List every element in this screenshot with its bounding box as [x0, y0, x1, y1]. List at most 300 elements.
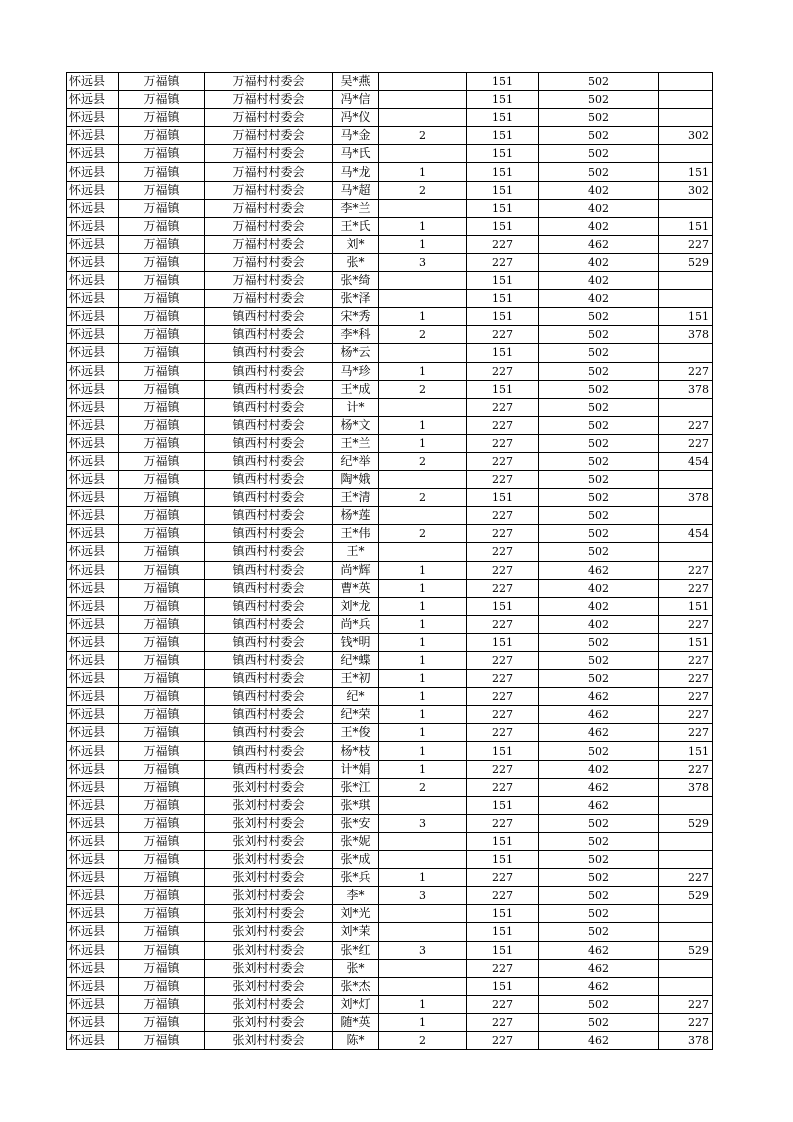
- household-count-cell: [379, 344, 467, 362]
- standard-b-cell: 462: [539, 977, 659, 995]
- standard-b-cell: 502: [539, 507, 659, 525]
- subsidy-amount-cell: [659, 507, 713, 525]
- name-cell: 王*兰: [333, 434, 379, 452]
- town-cell: 万福镇: [119, 163, 205, 181]
- standard-b-cell: 502: [539, 923, 659, 941]
- table-row: [67, 398, 713, 416]
- town-cell: 万福镇: [119, 851, 205, 869]
- standard-a-cell: 151: [467, 73, 539, 91]
- table-row: [67, 235, 713, 253]
- standard-a-cell: 227: [467, 434, 539, 452]
- county-cell: 怀远县: [67, 199, 119, 217]
- town-cell: 万福镇: [119, 1013, 205, 1031]
- county-cell: 怀远县: [67, 471, 119, 489]
- standard-a-cell: 151: [467, 923, 539, 941]
- name-cell: 张*江: [333, 778, 379, 796]
- household-count-cell: 1: [379, 416, 467, 434]
- town-cell: 万福镇: [119, 272, 205, 290]
- table-row: [67, 633, 713, 651]
- standard-a-cell: 151: [467, 489, 539, 507]
- subsidy-amount-cell: [659, 923, 713, 941]
- name-cell: 尚*兵: [333, 615, 379, 633]
- name-cell: 尚*辉: [333, 561, 379, 579]
- village-committee-cell: 张刘村村委会: [205, 832, 333, 850]
- village-committee-cell: 万福村村委会: [205, 145, 333, 163]
- village-committee-cell: 镇西村村委会: [205, 670, 333, 688]
- standard-a-cell: 151: [467, 272, 539, 290]
- subsidy-amount-cell: 227: [659, 579, 713, 597]
- name-cell: 杨*莲: [333, 507, 379, 525]
- subsidy-amount-cell: 302: [659, 181, 713, 199]
- subsidy-amount-cell: 227: [659, 1013, 713, 1031]
- town-cell: 万福镇: [119, 235, 205, 253]
- standard-b-cell: 502: [539, 471, 659, 489]
- household-count-cell: 2: [379, 127, 467, 145]
- table-row: [67, 163, 713, 181]
- subsidy-amount-cell: 227: [659, 652, 713, 670]
- table-row: [67, 452, 713, 470]
- household-count-cell: 1: [379, 434, 467, 452]
- household-count-cell: 2: [379, 380, 467, 398]
- subsidy-amount-cell: [659, 905, 713, 923]
- town-cell: 万福镇: [119, 91, 205, 109]
- name-cell: 刘*龙: [333, 597, 379, 615]
- standard-a-cell: 151: [467, 380, 539, 398]
- name-cell: 计*娟: [333, 760, 379, 778]
- standard-a-cell: 227: [467, 398, 539, 416]
- table-row: [67, 597, 713, 615]
- table-row: [67, 380, 713, 398]
- standard-a-cell: 227: [467, 959, 539, 977]
- subsidy-amount-cell: [659, 344, 713, 362]
- village-committee-cell: 镇西村村委会: [205, 597, 333, 615]
- village-committee-cell: 万福村村委会: [205, 91, 333, 109]
- village-committee-cell: 镇西村村委会: [205, 525, 333, 543]
- name-cell: 张*泽: [333, 290, 379, 308]
- household-count-cell: [379, 272, 467, 290]
- county-cell: 怀远县: [67, 452, 119, 470]
- standard-b-cell: 502: [539, 109, 659, 127]
- village-committee-cell: 张刘村村委会: [205, 923, 333, 941]
- village-committee-cell: 镇西村村委会: [205, 706, 333, 724]
- household-count-cell: 1: [379, 706, 467, 724]
- standard-b-cell: 462: [539, 561, 659, 579]
- standard-a-cell: 151: [467, 344, 539, 362]
- county-cell: 怀远县: [67, 507, 119, 525]
- standard-b-cell: 462: [539, 235, 659, 253]
- household-count-cell: 3: [379, 253, 467, 271]
- household-count-cell: [379, 145, 467, 163]
- standard-a-cell: 151: [467, 851, 539, 869]
- name-cell: 王*清: [333, 489, 379, 507]
- county-cell: 怀远县: [67, 742, 119, 760]
- town-cell: 万福镇: [119, 760, 205, 778]
- village-committee-cell: 万福村村委会: [205, 290, 333, 308]
- standard-a-cell: 227: [467, 814, 539, 832]
- table-row: [67, 253, 713, 271]
- village-committee-cell: 万福村村委会: [205, 163, 333, 181]
- village-committee-cell: 镇西村村委会: [205, 724, 333, 742]
- table-row: [67, 760, 713, 778]
- subsidy-amount-cell: [659, 543, 713, 561]
- county-cell: 怀远县: [67, 73, 119, 91]
- household-count-cell: 3: [379, 887, 467, 905]
- county-cell: 怀远县: [67, 489, 119, 507]
- subsidy-amount-cell: 227: [659, 561, 713, 579]
- village-committee-cell: 万福村村委会: [205, 199, 333, 217]
- village-committee-cell: 万福村村委会: [205, 181, 333, 199]
- standard-a-cell: 151: [467, 145, 539, 163]
- standard-a-cell: 227: [467, 869, 539, 887]
- town-cell: 万福镇: [119, 362, 205, 380]
- name-cell: 刘*: [333, 235, 379, 253]
- town-cell: 万福镇: [119, 181, 205, 199]
- standard-b-cell: 462: [539, 796, 659, 814]
- county-cell: 怀远县: [67, 561, 119, 579]
- household-count-cell: [379, 923, 467, 941]
- household-count-cell: 1: [379, 688, 467, 706]
- standard-b-cell: 402: [539, 253, 659, 271]
- table-row: [67, 977, 713, 995]
- name-cell: 刘*光: [333, 905, 379, 923]
- town-cell: 万福镇: [119, 543, 205, 561]
- county-cell: 怀远县: [67, 362, 119, 380]
- town-cell: 万福镇: [119, 959, 205, 977]
- subsidy-amount-cell: 227: [659, 869, 713, 887]
- table-row: [67, 959, 713, 977]
- table-row: [67, 778, 713, 796]
- name-cell: 纪*举: [333, 452, 379, 470]
- name-cell: 吴*燕: [333, 73, 379, 91]
- household-count-cell: 1: [379, 724, 467, 742]
- town-cell: 万福镇: [119, 199, 205, 217]
- village-committee-cell: 张刘村村委会: [205, 851, 333, 869]
- household-count-cell: 1: [379, 163, 467, 181]
- standard-b-cell: 402: [539, 217, 659, 235]
- town-cell: 万福镇: [119, 778, 205, 796]
- standard-a-cell: 227: [467, 561, 539, 579]
- county-cell: 怀远县: [67, 235, 119, 253]
- standard-a-cell: 151: [467, 742, 539, 760]
- standard-a-cell: 151: [467, 832, 539, 850]
- standard-a-cell: 227: [467, 507, 539, 525]
- town-cell: 万福镇: [119, 706, 205, 724]
- table-row: [67, 941, 713, 959]
- standard-a-cell: 151: [467, 290, 539, 308]
- standard-a-cell: 227: [467, 1031, 539, 1049]
- village-committee-cell: 镇西村村委会: [205, 760, 333, 778]
- household-count-cell: [379, 471, 467, 489]
- standard-b-cell: 502: [539, 887, 659, 905]
- village-committee-cell: 镇西村村委会: [205, 344, 333, 362]
- standard-a-cell: 227: [467, 253, 539, 271]
- subsidy-amount-cell: 378: [659, 1031, 713, 1049]
- table-row: [67, 344, 713, 362]
- table-row: [67, 652, 713, 670]
- county-cell: 怀远县: [67, 832, 119, 850]
- standard-a-cell: 151: [467, 597, 539, 615]
- household-count-cell: [379, 73, 467, 91]
- town-cell: 万福镇: [119, 326, 205, 344]
- standard-b-cell: 402: [539, 579, 659, 597]
- county-cell: 怀远县: [67, 380, 119, 398]
- table-row: [67, 724, 713, 742]
- name-cell: 钱*明: [333, 633, 379, 651]
- table-row: [67, 543, 713, 561]
- subsidy-amount-cell: [659, 851, 713, 869]
- subsidy-amount-cell: 378: [659, 778, 713, 796]
- subsidy-amount-cell: 227: [659, 724, 713, 742]
- table-row: [67, 272, 713, 290]
- subsidy-amount-cell: 454: [659, 452, 713, 470]
- village-committee-cell: 张刘村村委会: [205, 905, 333, 923]
- county-cell: 怀远县: [67, 597, 119, 615]
- county-cell: 怀远县: [67, 977, 119, 995]
- county-cell: 怀远县: [67, 145, 119, 163]
- subsidy-amount-cell: 227: [659, 688, 713, 706]
- household-count-cell: [379, 832, 467, 850]
- standard-b-cell: 402: [539, 181, 659, 199]
- name-cell: 冯*仪: [333, 109, 379, 127]
- subsidy-amount-cell: 227: [659, 995, 713, 1013]
- county-cell: 怀远县: [67, 706, 119, 724]
- village-committee-cell: 张刘村村委会: [205, 1031, 333, 1049]
- county-cell: 怀远县: [67, 398, 119, 416]
- village-committee-cell: 镇西村村委会: [205, 434, 333, 452]
- county-cell: 怀远县: [67, 869, 119, 887]
- subsidy-amount-cell: 529: [659, 253, 713, 271]
- subsidy-amount-cell: 454: [659, 525, 713, 543]
- town-cell: 万福镇: [119, 127, 205, 145]
- county-cell: 怀远县: [67, 91, 119, 109]
- name-cell: 马*超: [333, 181, 379, 199]
- household-count-cell: [379, 796, 467, 814]
- village-committee-cell: 万福村村委会: [205, 272, 333, 290]
- subsidy-amount-cell: 227: [659, 670, 713, 688]
- standard-a-cell: 227: [467, 995, 539, 1013]
- village-committee-cell: 镇西村村委会: [205, 561, 333, 579]
- standard-a-cell: 151: [467, 199, 539, 217]
- table-row: [67, 1031, 713, 1049]
- county-cell: 怀远县: [67, 905, 119, 923]
- name-cell: 马*珍: [333, 362, 379, 380]
- table-row: [67, 91, 713, 109]
- county-cell: 怀远县: [67, 344, 119, 362]
- standard-a-cell: 151: [467, 796, 539, 814]
- subsidy-amount-cell: 302: [659, 127, 713, 145]
- county-cell: 怀远县: [67, 109, 119, 127]
- town-cell: 万福镇: [119, 344, 205, 362]
- name-cell: 计*: [333, 398, 379, 416]
- village-committee-cell: 镇西村村委会: [205, 416, 333, 434]
- standard-b-cell: 402: [539, 597, 659, 615]
- standard-a-cell: 227: [467, 724, 539, 742]
- standard-a-cell: 227: [467, 543, 539, 561]
- standard-b-cell: 502: [539, 163, 659, 181]
- standard-b-cell: 502: [539, 452, 659, 470]
- county-cell: 怀远县: [67, 308, 119, 326]
- town-cell: 万福镇: [119, 398, 205, 416]
- household-count-cell: [379, 109, 467, 127]
- standard-b-cell: 462: [539, 688, 659, 706]
- county-cell: 怀远县: [67, 724, 119, 742]
- standard-b-cell: 462: [539, 778, 659, 796]
- table-row: [67, 579, 713, 597]
- county-cell: 怀远县: [67, 416, 119, 434]
- standard-a-cell: 151: [467, 977, 539, 995]
- county-cell: 怀远县: [67, 1013, 119, 1031]
- standard-a-cell: 151: [467, 109, 539, 127]
- standard-b-cell: 502: [539, 652, 659, 670]
- data-table: [66, 72, 713, 1050]
- name-cell: 曹*英: [333, 579, 379, 597]
- standard-a-cell: 151: [467, 905, 539, 923]
- village-committee-cell: 张刘村村委会: [205, 814, 333, 832]
- name-cell: 马*氏: [333, 145, 379, 163]
- name-cell: 王*初: [333, 670, 379, 688]
- standard-b-cell: 502: [539, 434, 659, 452]
- subsidy-amount-cell: [659, 91, 713, 109]
- county-cell: 怀远县: [67, 434, 119, 452]
- standard-b-cell: 502: [539, 326, 659, 344]
- standard-b-cell: 502: [539, 489, 659, 507]
- subsidy-amount-cell: [659, 796, 713, 814]
- town-cell: 万福镇: [119, 905, 205, 923]
- table-row: [67, 416, 713, 434]
- village-committee-cell: 张刘村村委会: [205, 977, 333, 995]
- name-cell: 张*琪: [333, 796, 379, 814]
- standard-a-cell: 227: [467, 615, 539, 633]
- subsidy-amount-cell: 529: [659, 887, 713, 905]
- standard-b-cell: 502: [539, 398, 659, 416]
- name-cell: 王*俊: [333, 724, 379, 742]
- household-count-cell: [379, 290, 467, 308]
- town-cell: 万福镇: [119, 977, 205, 995]
- table-row: [67, 217, 713, 235]
- standard-a-cell: 151: [467, 633, 539, 651]
- town-cell: 万福镇: [119, 434, 205, 452]
- standard-b-cell: 502: [539, 73, 659, 91]
- village-committee-cell: 镇西村村委会: [205, 507, 333, 525]
- county-cell: 怀远县: [67, 670, 119, 688]
- name-cell: 杨*枝: [333, 742, 379, 760]
- village-committee-cell: 万福村村委会: [205, 253, 333, 271]
- name-cell: 李*科: [333, 326, 379, 344]
- village-committee-cell: 镇西村村委会: [205, 326, 333, 344]
- standard-a-cell: 227: [467, 688, 539, 706]
- standard-b-cell: 502: [539, 362, 659, 380]
- subsidy-amount-cell: 378: [659, 326, 713, 344]
- name-cell: 王*氏: [333, 217, 379, 235]
- table-row: [67, 706, 713, 724]
- village-committee-cell: 镇西村村委会: [205, 579, 333, 597]
- household-count-cell: [379, 905, 467, 923]
- town-cell: 万福镇: [119, 290, 205, 308]
- standard-b-cell: 502: [539, 127, 659, 145]
- standard-b-cell: 462: [539, 1031, 659, 1049]
- county-cell: 怀远县: [67, 615, 119, 633]
- table-row: [67, 471, 713, 489]
- table-row: [67, 308, 713, 326]
- name-cell: 刘*灯: [333, 995, 379, 1013]
- subsidy-amount-cell: [659, 977, 713, 995]
- standard-a-cell: 151: [467, 308, 539, 326]
- table-row: [67, 742, 713, 760]
- town-cell: 万福镇: [119, 253, 205, 271]
- county-cell: 怀远县: [67, 543, 119, 561]
- household-count-cell: 1: [379, 742, 467, 760]
- standard-b-cell: 462: [539, 706, 659, 724]
- county-cell: 怀远县: [67, 778, 119, 796]
- table-body: [67, 73, 713, 1050]
- name-cell: 张*红: [333, 941, 379, 959]
- household-count-cell: 1: [379, 760, 467, 778]
- subsidy-amount-cell: [659, 471, 713, 489]
- name-cell: 冯*信: [333, 91, 379, 109]
- standard-b-cell: 462: [539, 724, 659, 742]
- household-count-cell: 2: [379, 525, 467, 543]
- name-cell: 陈*: [333, 1031, 379, 1049]
- table-row: [67, 109, 713, 127]
- county-cell: 怀远县: [67, 127, 119, 145]
- town-cell: 万福镇: [119, 688, 205, 706]
- household-count-cell: 2: [379, 1031, 467, 1049]
- standard-b-cell: 502: [539, 814, 659, 832]
- county-cell: 怀远县: [67, 272, 119, 290]
- standard-a-cell: 151: [467, 91, 539, 109]
- name-cell: 杨*云: [333, 344, 379, 362]
- town-cell: 万福镇: [119, 217, 205, 235]
- village-committee-cell: 张刘村村委会: [205, 869, 333, 887]
- standard-b-cell: 502: [539, 832, 659, 850]
- standard-b-cell: 502: [539, 308, 659, 326]
- table-row: [67, 905, 713, 923]
- name-cell: 随*英: [333, 1013, 379, 1031]
- table-row: [67, 796, 713, 814]
- standard-b-cell: 502: [539, 525, 659, 543]
- household-count-cell: 1: [379, 597, 467, 615]
- standard-a-cell: 151: [467, 217, 539, 235]
- village-committee-cell: 镇西村村委会: [205, 380, 333, 398]
- village-committee-cell: 镇西村村委会: [205, 452, 333, 470]
- standard-a-cell: 227: [467, 670, 539, 688]
- county-cell: 怀远县: [67, 887, 119, 905]
- standard-a-cell: 227: [467, 579, 539, 597]
- table-row: [67, 688, 713, 706]
- town-cell: 万福镇: [119, 1031, 205, 1049]
- standard-b-cell: 502: [539, 869, 659, 887]
- household-count-cell: [379, 851, 467, 869]
- household-count-cell: 1: [379, 561, 467, 579]
- town-cell: 万福镇: [119, 416, 205, 434]
- table-row: [67, 869, 713, 887]
- county-cell: 怀远县: [67, 163, 119, 181]
- name-cell: 张*安: [333, 814, 379, 832]
- subsidy-amount-cell: [659, 73, 713, 91]
- standard-a-cell: 227: [467, 760, 539, 778]
- name-cell: 李*兰: [333, 199, 379, 217]
- town-cell: 万福镇: [119, 887, 205, 905]
- subsidy-amount-cell: 227: [659, 615, 713, 633]
- table-row: [67, 995, 713, 1013]
- standard-a-cell: 151: [467, 941, 539, 959]
- village-committee-cell: 张刘村村委会: [205, 796, 333, 814]
- household-count-cell: 1: [379, 633, 467, 651]
- village-committee-cell: 镇西村村委会: [205, 742, 333, 760]
- town-cell: 万福镇: [119, 742, 205, 760]
- standard-b-cell: 402: [539, 290, 659, 308]
- subsidy-amount-cell: 227: [659, 235, 713, 253]
